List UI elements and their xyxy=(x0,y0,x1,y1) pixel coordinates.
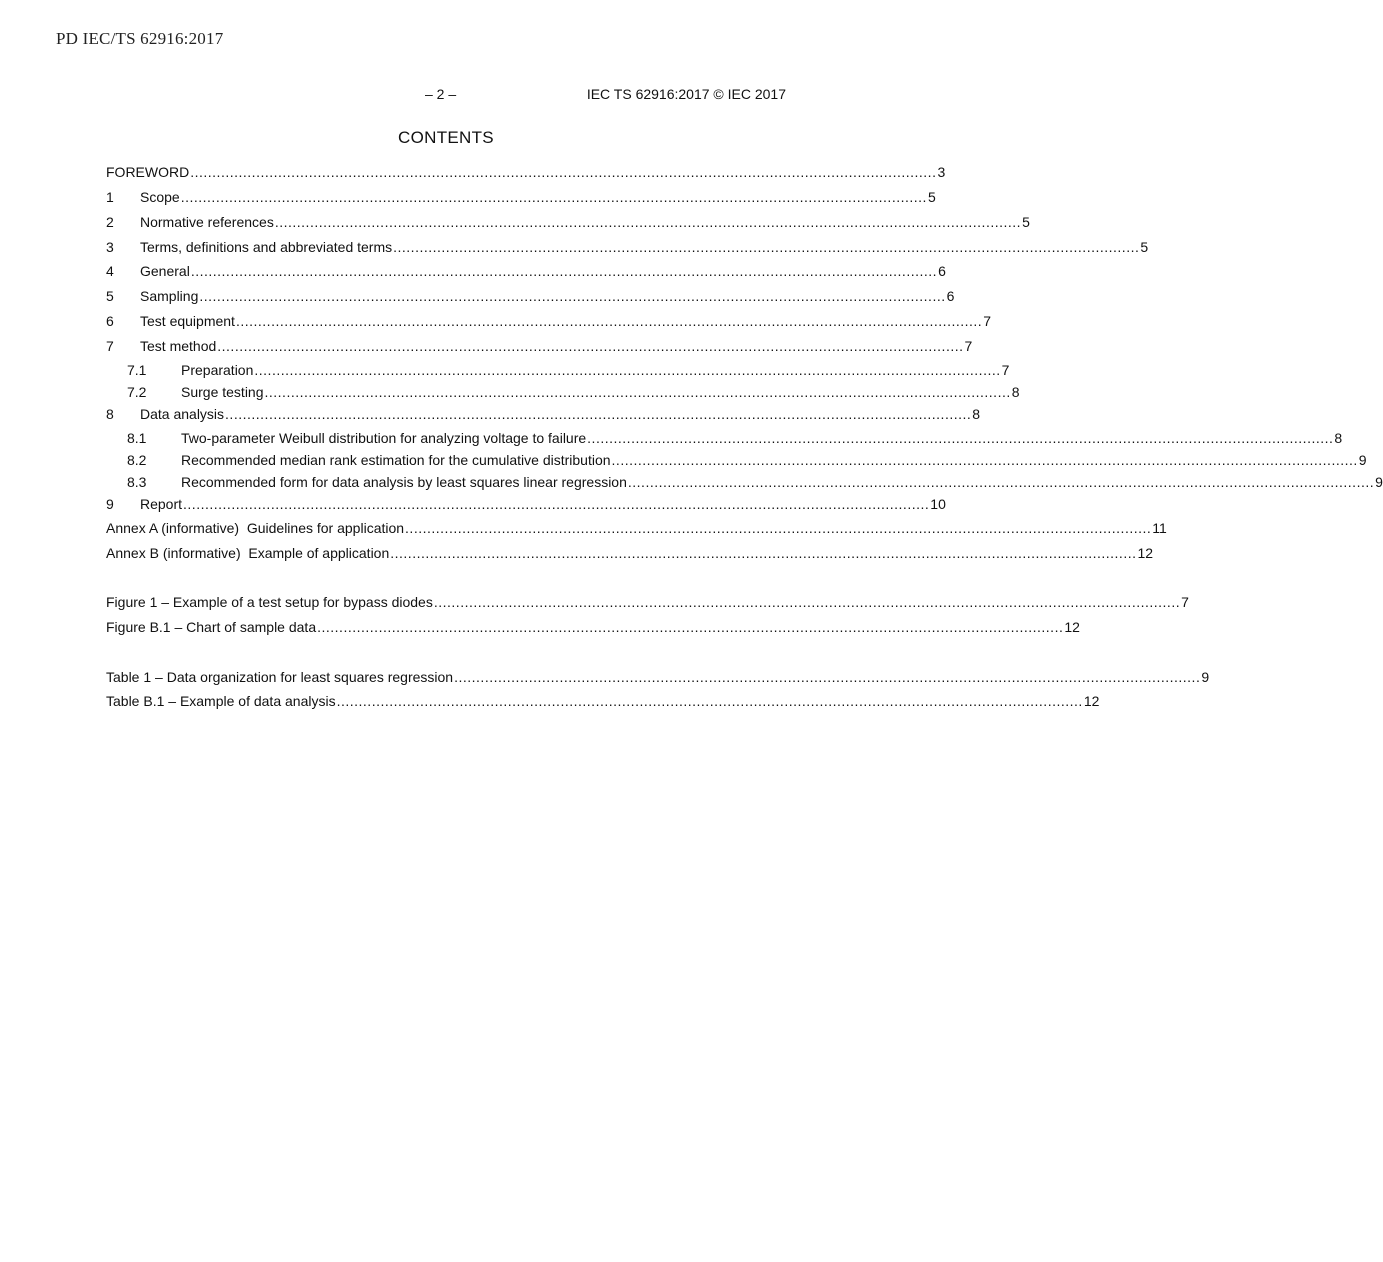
toc-entry-title: Test method xyxy=(140,338,217,354)
toc-entry-page: 3 xyxy=(937,164,946,180)
toc-leader: .......................................................................................................................................................................... xyxy=(190,263,938,279)
toc-entry-page: 11 xyxy=(1152,520,1167,536)
toc-entry-figure-b1[interactable] xyxy=(106,617,1080,637)
toc-entry-page: 9 xyxy=(1358,452,1367,468)
toc-entry-title: Table 1 – Data organization for least squares regression xyxy=(106,669,454,685)
toc-entry-page: 12 xyxy=(1137,545,1154,561)
toc-entry-title: Preparation xyxy=(181,362,254,378)
toc-leader: .......................................................................................................................................................................... xyxy=(611,452,1358,468)
toc-entry-page: 7 xyxy=(983,313,991,329)
toc-entry-title: Sampling xyxy=(140,288,199,304)
toc-leader: .......................................................................................................................................................................... xyxy=(217,338,964,354)
toc-entry-page: 9 xyxy=(1201,669,1210,685)
toc-entry-number: 8.2 xyxy=(127,452,147,468)
toc-entry-page: 10 xyxy=(930,496,946,512)
toc-entry-page: 12 xyxy=(1064,619,1080,635)
toc-entry-page: 9 xyxy=(1375,474,1383,490)
toc-entry-page: 8 xyxy=(972,406,981,422)
toc-leader: .......................................................................................................................................................................... xyxy=(199,288,946,304)
toc-leader: .......................................................................................................................................................................... xyxy=(180,189,927,205)
toc-entry-page: 8 xyxy=(1334,430,1343,446)
toc-entry-title: Normative references xyxy=(140,214,274,230)
toc-entry-title: Terms, definitions and abbreviated terms xyxy=(140,239,393,255)
page-number: – 2 – xyxy=(425,86,457,102)
toc-entry-annex-b[interactable] xyxy=(106,543,1154,563)
toc-entry-8-1[interactable] xyxy=(106,428,1343,448)
toc-entry-number: 6 xyxy=(106,313,114,329)
toc-entry-annex-a[interactable] xyxy=(106,518,1167,538)
toc-entry-title: Figure B.1 – Chart of sample data xyxy=(106,619,317,635)
toc-entry-3[interactable] xyxy=(106,237,1149,257)
toc-entry-page: 5 xyxy=(1140,239,1149,255)
toc-entry-title: FOREWORD xyxy=(106,164,190,180)
toc-entry-figure-1[interactable] xyxy=(106,592,1189,612)
toc-entry-title: Figure 1 – Example of a test setup for bypass diodes xyxy=(106,594,433,610)
toc-entry-7-2[interactable] xyxy=(106,382,1020,402)
toc-entry-page: 6 xyxy=(946,288,955,304)
toc-leader: .......................................................................................................................................................................... xyxy=(433,594,1181,610)
toc-entry-8-2[interactable] xyxy=(106,450,1367,470)
toc-entry-number: 4 xyxy=(106,263,114,279)
toc-entry-page: 7 xyxy=(1181,594,1189,610)
toc-entry-title: Scope xyxy=(140,189,180,205)
toc-entry-title: Surge testing xyxy=(181,384,264,400)
copyright-notice: IEC TS 62916:2017 © IEC 2017 xyxy=(586,86,786,102)
toc-entry-4[interactable] xyxy=(106,261,946,281)
toc-entry-6[interactable] xyxy=(106,311,991,331)
toc-entry-title: General xyxy=(140,263,190,279)
toc-entry-number: 8.3 xyxy=(127,474,147,490)
toc-entry-page: 6 xyxy=(938,263,946,279)
toc-entry-page: 7 xyxy=(964,338,973,354)
toc-leader: .......................................................................................................................................................................... xyxy=(390,545,1137,561)
toc-leader: .......................................................................................................................................................................... xyxy=(393,239,1140,255)
toc-entry-page: 5 xyxy=(1022,214,1030,230)
toc-entry-title: Data analysis xyxy=(140,406,225,422)
toc-leader: .......................................................................................................................................................................... xyxy=(235,313,983,329)
toc-entry-title: Recommended median rank estimation for the cumulative distribution xyxy=(181,452,611,468)
toc-leader: .......................................................................................................................................................................... xyxy=(587,430,1334,446)
toc-entry-title: Test equipment xyxy=(140,313,235,329)
toc-entry-number: 1 xyxy=(106,189,114,205)
toc-entry-2[interactable] xyxy=(106,212,1030,232)
toc-leader: .......................................................................................................................................................................... xyxy=(274,214,1022,230)
toc-entry-number: 2 xyxy=(106,214,114,230)
toc-leader: .......................................................................................................................................................................... xyxy=(264,384,1011,400)
toc-entry-8[interactable] xyxy=(106,404,981,424)
toc-entry-title: Two-parameter Weibull distribution for analyzing voltage to failure xyxy=(181,430,587,446)
toc-entry-title: Annex A (informative) Guidelines for application xyxy=(106,520,405,536)
toc-entry-number: 7.1 xyxy=(127,362,147,378)
toc-entry-table-1[interactable] xyxy=(106,667,1210,687)
toc-entry-page: 5 xyxy=(927,189,936,205)
toc-entry-7-1[interactable] xyxy=(106,360,1010,380)
toc-entry-title: Report xyxy=(140,496,183,512)
toc-entry-title: Annex B (informative) Example of application xyxy=(106,545,390,561)
toc-entry-table-b1[interactable] xyxy=(106,691,1100,711)
toc-leader: .......................................................................................................................................................................... xyxy=(336,693,1083,709)
toc-entry-number: 7 xyxy=(106,338,114,354)
toc-leader: .......................................................................................................................................................................... xyxy=(454,669,1201,685)
toc-entry-foreword[interactable] xyxy=(106,162,946,182)
toc-entry-title: Table B.1 – Example of data analysis xyxy=(106,693,336,709)
toc-entry-page: 7 xyxy=(1001,362,1010,378)
toc-entry-page: 12 xyxy=(1083,693,1100,709)
toc-entry-page: 8 xyxy=(1011,384,1020,400)
document-stamp: PD IEC/TS 62916:2017 xyxy=(56,29,224,48)
toc-leader: .......................................................................................................................................................................... xyxy=(254,362,1001,378)
toc-leader: .......................................................................................................................................................................... xyxy=(225,406,972,422)
toc-entry-number: 3 xyxy=(106,239,114,255)
toc-entry-number: 8 xyxy=(106,406,114,422)
toc-entry-number: 7.2 xyxy=(127,384,147,400)
toc-leader: .......................................................................................................................................................................... xyxy=(405,520,1152,536)
toc-entry-1[interactable] xyxy=(106,187,936,207)
toc-leader: .......................................................................................................................................................................... xyxy=(183,496,930,512)
toc-entry-8-3[interactable] xyxy=(106,472,1383,492)
toc-entry-9[interactable] xyxy=(106,494,946,514)
toc-entry-title: Recommended form for data analysis by least squares linear regression xyxy=(181,474,627,490)
toc-leader: .......................................................................................................................................................................... xyxy=(317,619,1064,635)
toc-entry-number: 8.1 xyxy=(127,430,147,446)
contents-title: CONTENTS xyxy=(398,128,494,147)
toc-leader: .......................................................................................................................................................................... xyxy=(627,474,1375,490)
toc-leader: .......................................................................................................................................................................... xyxy=(190,164,937,180)
toc-entry-number: 5 xyxy=(106,288,114,304)
toc-entry-number: 9 xyxy=(106,496,114,512)
toc-entry-7[interactable] xyxy=(106,336,973,356)
toc-entry-5[interactable] xyxy=(106,286,955,306)
